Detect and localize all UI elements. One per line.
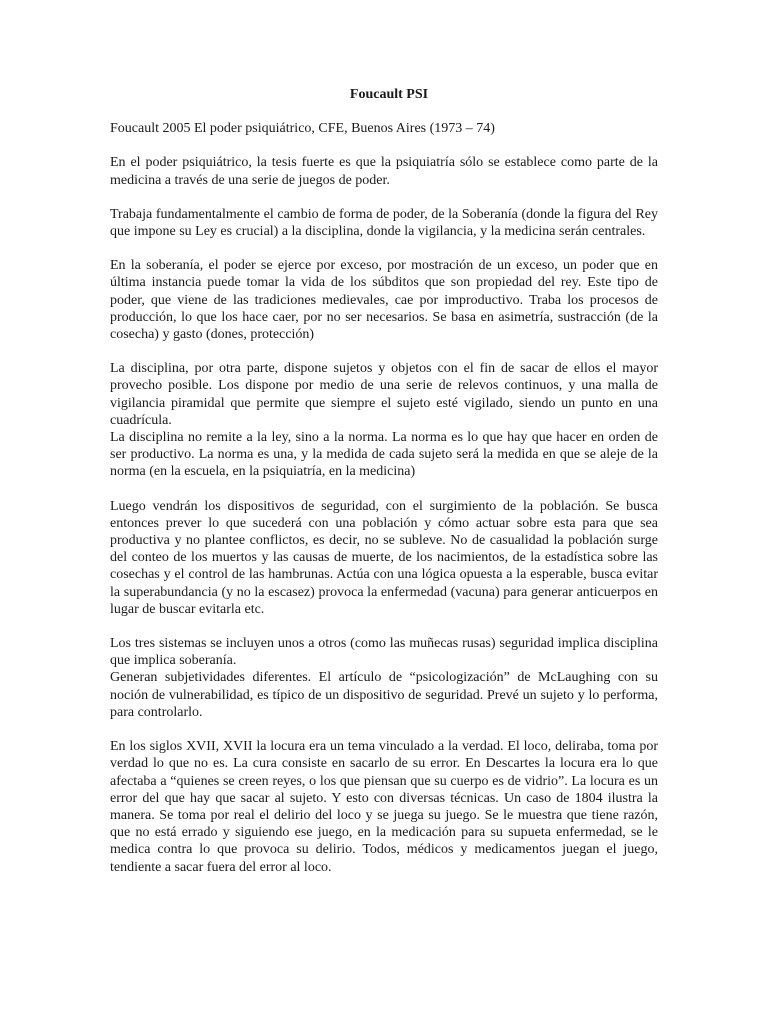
paragraph-line: La disciplina, por otra parte, dispone sujetos y objetos con el fin de sacar de ellos el mayor provecho posible. Los dispone por medio de una serie de relevos continuos, y una malla de vigilancia piramidal que permite que siempre el sujeto esté vigilado, siendo un punto en una cuadrícula. [110,361,658,428]
paragraph-line: La disciplina no remite a la ley, sino a la norma. La norma es lo que hay que hacer en orden de ser productivo. La norma es una, y la medida de cada sujeto será la medida en que se aleje de la norma (en la escuela, en la psiquiatría, en la medicina) [110,430,658,480]
paragraph-change-of-power [110,206,658,240]
paragraph-line: Trabaja fundamentalmente el cambio de forma de poder, de la Soberanía (donde la figura del Rey que impone su Ley es crucial) a la disciplina, donde la vigilancia, y la medicina serán centrales. [110,206,658,240]
paragraph-line: Generan subjetividades diferentes. El artículo de “psicologización” de McLaughing con su noción de vulnerabilidad, es típico de un dispositivo de seguridad. Prevé un sujeto y lo performa, para controlarlo. [110,670,658,720]
paragraph-madness [110,738,658,876]
paragraph-line: En los siglos XVII, XVII la locura era un tema vinculado a la verdad. El loco, deliraba, toma por verdad lo que no es. La cura consiste en sacarlo de su error. En Descartes la locura era lo que afectaba a “quienes se creen reyes, o los que piensan que su cuerpo es de vidrio”. La locura es un error del que hay que sacar al sujeto. Y esto con diversas técnicas. Un caso de 1804 ilustra la manera. Se toma por real el delirio del loco y se juega su juego. Se le muestra que tiene razón, que no está errado y siguiendo ese juego, en la medicación para su supueta enfermedad, se le medica contra lo que provoca su delirio. Todos, médicos y medicamentos juegan el juego, tendiente a sacar fuera del error al loco. [110,739,658,875]
paragraph-three-systems [110,635,658,721]
paragraph-line: Los tres sistemas se incluyen unos a otros (como las muñecas rusas) seguridad implica disciplina que implica soberanía. [110,636,658,669]
paragraph-security [110,498,658,618]
paragraph-citation [110,120,658,137]
paragraph-sovereignty [110,257,658,343]
document-page [110,86,658,893]
paragraph-thesis [110,154,658,188]
paragraph-line: En el poder psiquiátrico, la tesis fuerte es que la psiquiatría sólo se establece como parte de la medicina a través de una serie de juegos de poder. [110,155,658,188]
paragraph-line: Luego vendrán los dispositivos de seguridad, con el surgimiento de la población. Se busca entonces prever lo que sucederá con una población y cómo actuar sobre esta para que sea productiva y no plantee conflictos, es decir, no se subleve. No de casualidad la población surge del conteo de los muertos y las causas de muerte, de los nacimientos, de la estadística sobre las cosechas y el control de las hambrunas. Actúa con una lógica opuesta a la esperable, busca evitar la superabundancia (y no la escasez) provoca la enfermedad (vacuna) para generar anticuerpos en lugar de buscar evitarla etc. [110,498,658,617]
document-title: Foucault PSI [349,87,429,102]
paragraph-line: Foucault 2005 El poder psiquiátrico, CFE, Buenos Aires (1973 – 74) [110,121,495,137]
paragraph-discipline [110,360,658,480]
paragraph-line: En la soberanía, el poder se ejerce por exceso, por mostración de un exceso, un poder que en última instancia puede tomar la vida de los súbditos que son propiedad del rey. Este tipo de poder, que viene de las tradiciones medievales, cae por improductivo. Traba los procesos de producción, lo que los hace caer, por no ser necesarios. Se basa en asimetría, sustracción (de la cosecha) y gasto (dones, protección) [110,258,658,343]
